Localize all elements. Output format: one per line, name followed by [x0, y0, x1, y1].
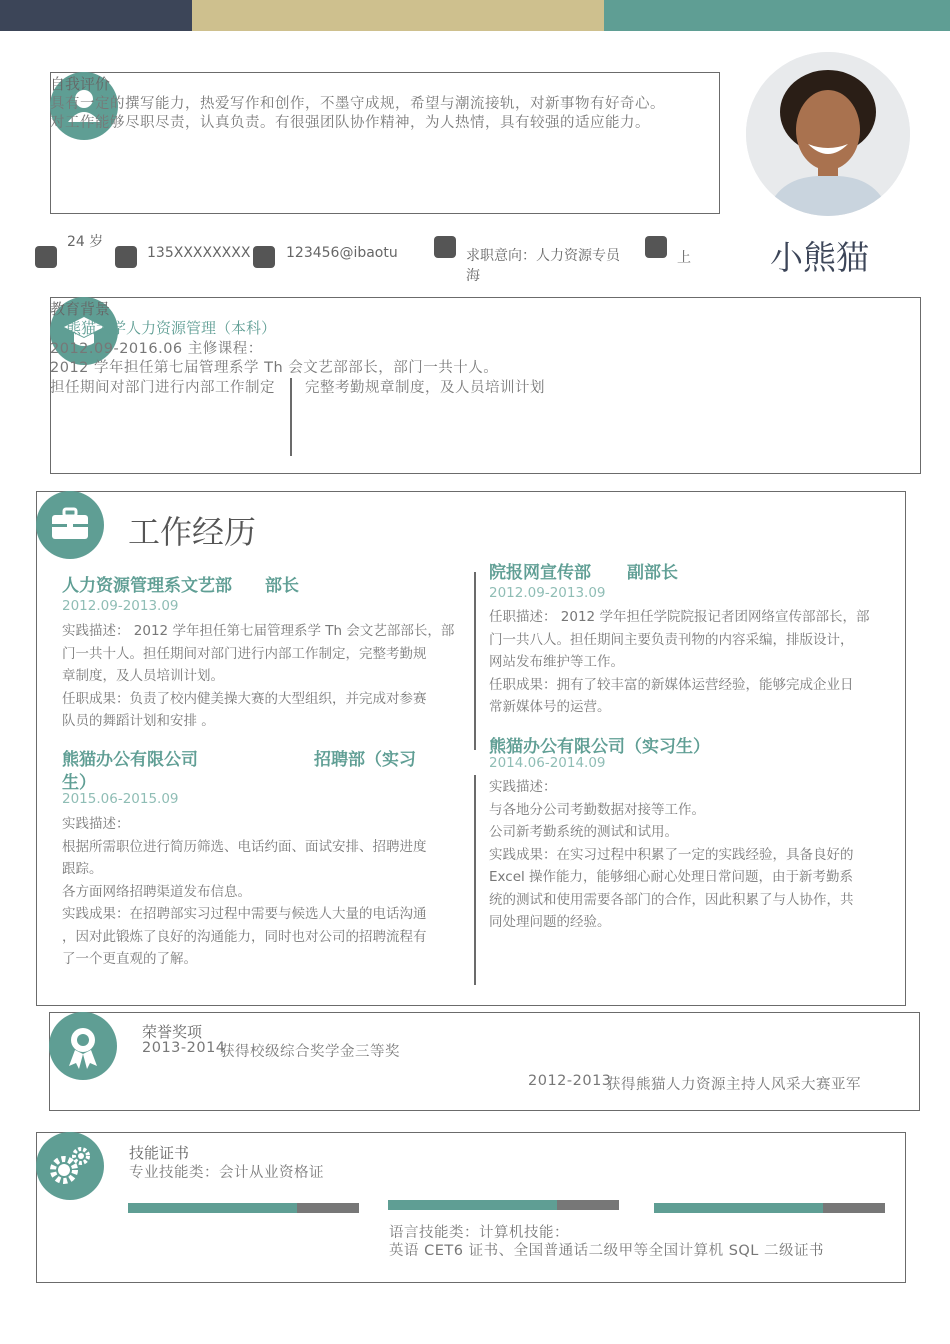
location: 上: [677, 250, 691, 266]
job-line: 实践描述：: [62, 816, 130, 832]
skill-line: 语言技能类：计算机技能：: [389, 1225, 569, 1241]
email: 123456@ibaotu: [286, 245, 398, 261]
job-role: 部长: [265, 576, 299, 596]
job-line: 实践成果：在招聘部实习过程中需要与候选人大量的电话沟通: [62, 906, 427, 922]
location-icon: [645, 236, 667, 258]
job-line: 任职成果：拥有了较丰富的新媒体运营经验，能够完成企业日: [489, 676, 854, 693]
job-line: 同处理问题的经验。: [489, 914, 611, 930]
skill-level-bar: [388, 1200, 557, 1210]
email-icon: [253, 246, 275, 268]
job-title: 院报网宣传部: [489, 563, 591, 583]
work-title: 工作经历: [128, 513, 257, 551]
self-eval-line: 具有一定的撰写能力，热爱写作和创作，不墨守成规，希望与潮流接轨，对新事物有好奇心。: [50, 96, 665, 112]
briefcase-icon: [36, 491, 104, 559]
education-line: 完整考勤规章制度，及人员培训计划: [305, 380, 545, 396]
skill-level-track: [823, 1203, 885, 1213]
portrait-photo: [746, 52, 910, 216]
job-date: 2014.06-2014.09: [489, 755, 606, 771]
job-date: 2015.06-2015.09: [62, 791, 179, 807]
skill-line: 英语 CET6 证书、全国普通话二级甲等全国计算机 SQL 二级证书: [389, 1243, 824, 1259]
skill-level-track: [297, 1203, 359, 1213]
job-title: 熊猫办公有限公司（实习生）: [489, 737, 710, 757]
education-line: 2012.09-2016.06 主修课程：: [50, 341, 263, 357]
job-line: 与各地分公司考勤数据对接等工作。: [489, 801, 705, 818]
job-title: 人力资源管理系文艺部: [62, 576, 232, 596]
skills-title: 技能证书: [129, 1144, 190, 1162]
job-line: Excel 操作能力，能够细心耐心处理日常问题，由于新考勤系: [489, 869, 854, 885]
honors-icon-circle: [49, 1012, 117, 1080]
job-line: 实践描述：: [489, 779, 557, 795]
top-bar-teal: [604, 0, 950, 31]
self-eval-line: 对工作能够尽职尽责，认真负责。有很强团队协作精神，为人热情，具有较强的适应能力。: [50, 115, 650, 131]
age-icon: [35, 246, 57, 268]
honor-text: 获得校级综合奖学金三等奖: [220, 1044, 400, 1060]
job-description: [489, 776, 854, 934]
job-line: 实践成果：在实习过程中积累了一定的实践经验，具备良好的: [489, 846, 854, 863]
education-line: 2012 学年担任第七届管理系学 Th 会文艺部部长，部门一共十人。: [50, 360, 499, 376]
age: 24 岁: [67, 234, 104, 250]
job-title: 熊猫办公有限公司: [62, 750, 198, 770]
job-date: 2012.09-2013.09: [62, 598, 179, 614]
job-line: 公司新考勤系统的测试和试用。: [489, 824, 678, 840]
education-divider: [290, 378, 292, 456]
education-title: 教育背景: [50, 300, 111, 318]
phone-icon: [115, 246, 137, 268]
job-line: 各方面网络招聘渠道发布信息。: [62, 883, 251, 900]
job-line: 了一个更直观的了解。: [62, 951, 197, 967]
job-role: 副部长: [627, 563, 678, 583]
job-description: [62, 620, 454, 733]
phone: 135XXXXXXXX: [147, 245, 251, 261]
job-line: 队员的舞蹈计划和安排 。: [62, 713, 215, 729]
top-bar-navy: [0, 0, 192, 31]
job-line: 章制度，及人员培训计划。: [62, 668, 224, 684]
self-eval-title: 自我评价: [50, 75, 111, 93]
job-description: [489, 606, 869, 719]
award-ribbon-icon: [49, 1012, 117, 1080]
honor-text: 获得熊猫人力资源主持人风采大赛亚军: [606, 1077, 861, 1093]
top-bar-tan: [192, 0, 604, 31]
gears-icon: [36, 1132, 104, 1200]
job-line: 网站发布维护等工作。: [489, 654, 624, 670]
education-line: 担任期间对部门进行内部工作制定: [50, 380, 275, 396]
work-divider-bottom: [474, 775, 476, 985]
honors-title: 荣誉奖项: [142, 1023, 203, 1041]
skill-level-bar: [654, 1203, 823, 1213]
job-role-cont: 生）: [62, 773, 96, 793]
job-line: 门一共十人。担任期间对部门进行内部工作制定，完整考勤规: [62, 645, 427, 662]
job-line: 门一共八人。担任期间主要负责刊物的内容采编，排版设计，: [489, 631, 854, 648]
skill-level-bar: [128, 1203, 297, 1213]
job-line: 实践描述： 2012 学年担任第七届管理系学 Th 会文艺部部长，部: [62, 623, 455, 639]
skill-line: 专业技能类：会计从业资格证: [129, 1165, 324, 1181]
job-line: 常新媒体号的运营。: [489, 699, 611, 715]
job-line: 任职描述： 2012 学年担任学院院报记者团网络宣传部部长，部: [489, 609, 870, 625]
candidate-name: 小熊猫: [770, 238, 869, 277]
link-icon: [434, 236, 456, 258]
work-icon-circle: [36, 491, 104, 559]
job-intention-cont: 海: [466, 268, 480, 284]
work-divider-top: [474, 572, 476, 750]
job-description: [62, 813, 427, 971]
honor-year: 2013-2014: [142, 1040, 226, 1056]
job-date: 2012.09-2013.09: [489, 585, 606, 601]
job-line: 统的测试和使用需要各部门的合作，因此积累了与人协作，共: [489, 891, 854, 908]
job-line: 根据所需职位进行简历筛选、电话约面、面试安排、招聘进度: [62, 838, 427, 855]
job-intention: 求职意向：人力资源专员: [466, 248, 620, 264]
education-school: 熊猫大学人力资源管理（本科）: [66, 319, 277, 337]
avatar: [746, 52, 910, 216]
job-line: 跟踪。: [62, 861, 103, 877]
job-line: 任职成果：负责了校内健美操大赛的大型组织，并完成对参赛: [62, 690, 427, 707]
skill-level-track: [557, 1200, 619, 1210]
job-role: 招聘部（实习: [314, 750, 416, 770]
honor-year: 2012-2013: [528, 1073, 612, 1089]
skills-icon-circle: [36, 1132, 104, 1200]
job-line: ，因对此锻炼了良好的沟通能力，同时也对公司的招聘流程有: [62, 928, 427, 945]
